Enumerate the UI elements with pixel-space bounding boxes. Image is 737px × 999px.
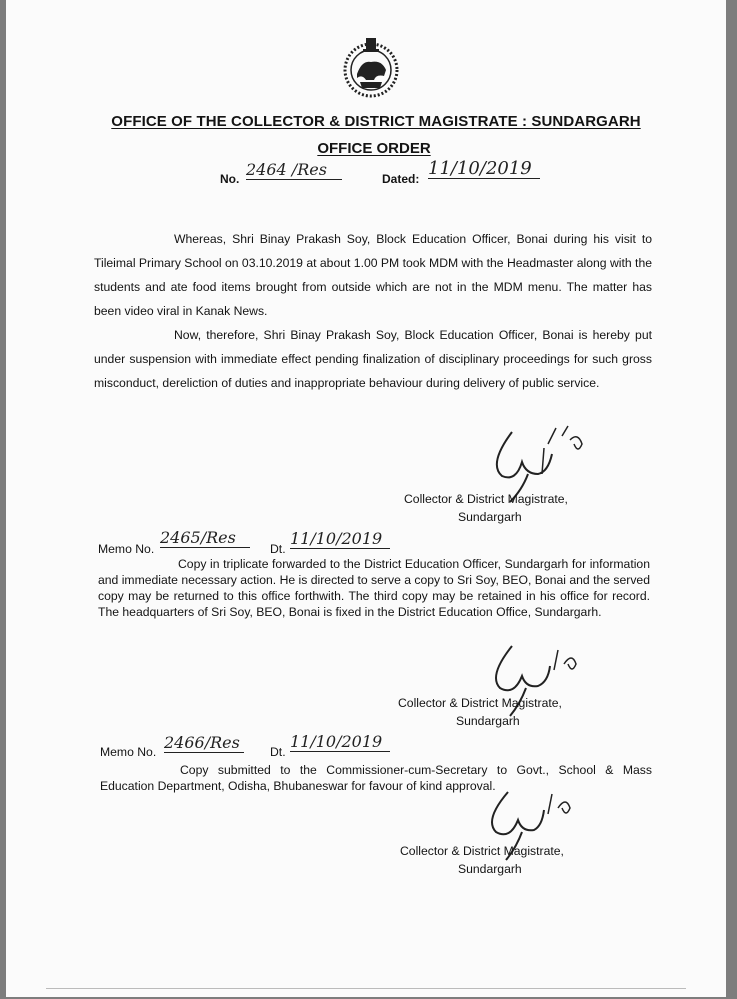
signatory-title: Collector & District Magistrate, [400,844,564,858]
signature-block-1 [404,490,568,526]
signatory-place: Sundargarh [456,714,520,728]
document-page [6,0,726,997]
order-title: OFFICE ORDER [317,140,431,157]
paragraph-whereas: Whereas, Shri Binay Prakash Soy, Block Education Officer, Bonai during his visit to Tileimal Primary School on 03.10.2019 at about 1.00 PM took MDM with the Headmaster along with the students and ate food items brought from outside which are not in the MDM menu. The matter has been video viral in Kanak News. [94,232,652,318]
order-body [94,227,652,395]
memo2-text: Copy submitted to the Commissioner-cum-Secretary to Govt., School & Mass Education Department, Odisha, Bhubaneswar for favour of kind approval. [100,763,652,793]
memo2-number: 2466/Res [164,734,244,753]
office-heading: OFFICE OF THE COLLECTOR & DISTRICT MAGISTRATE : SUNDARGARH [111,113,641,130]
dated-label: Dated: [382,172,420,186]
memo1-date: 11/10/2019 [290,530,390,549]
signature-block-3 [400,842,564,878]
page-edge-divider [46,988,686,989]
signatory-place: Sundargarh [458,862,522,876]
memo2-date: 11/10/2019 [290,733,390,752]
paragraph-now-therefore: Now, therefore, Shri Binay Prakash Soy, Block Education Officer, Bonai is hereby put under suspension with immediate effect pending finalization of disciplinary proceedings for such gross misconduct, dereliction of duties and inappropriate behaviour during delivery of public service. [94,328,652,390]
memo1-body [98,556,650,620]
memo2-dt-label: Dt. [270,745,286,759]
dated-value: 11/10/2019 [428,160,540,179]
memo1-dt-label: Dt. [270,542,286,556]
memo1-label: Memo No. [98,542,155,556]
order-no-label: No. [220,172,240,186]
signatory-title: Collector & District Magistrate, [398,696,562,710]
order-no-value: 2464 /Res [246,161,342,180]
memo1-text: Copy in triplicate forwarded to the District Education Officer, Sundargarh for information and immediate necessary action. He is directed to serve a copy to Sri Soy, BEO, Bonai and the served copy may be returned to this office forthwith. The third copy may be retained in his office for record. The headquarters of Sri Soy, BEO, Bonai is fixed in the District Education Office, Sundargarh. [98,557,650,619]
memo1-number: 2465/Res [160,529,250,548]
memo2-label: Memo No. [100,745,157,759]
signatory-place: Sundargarh [458,510,522,524]
state-emblem-icon [340,36,402,100]
signatory-title: Collector & District Magistrate, [404,492,568,506]
signature-block-2 [398,694,562,730]
